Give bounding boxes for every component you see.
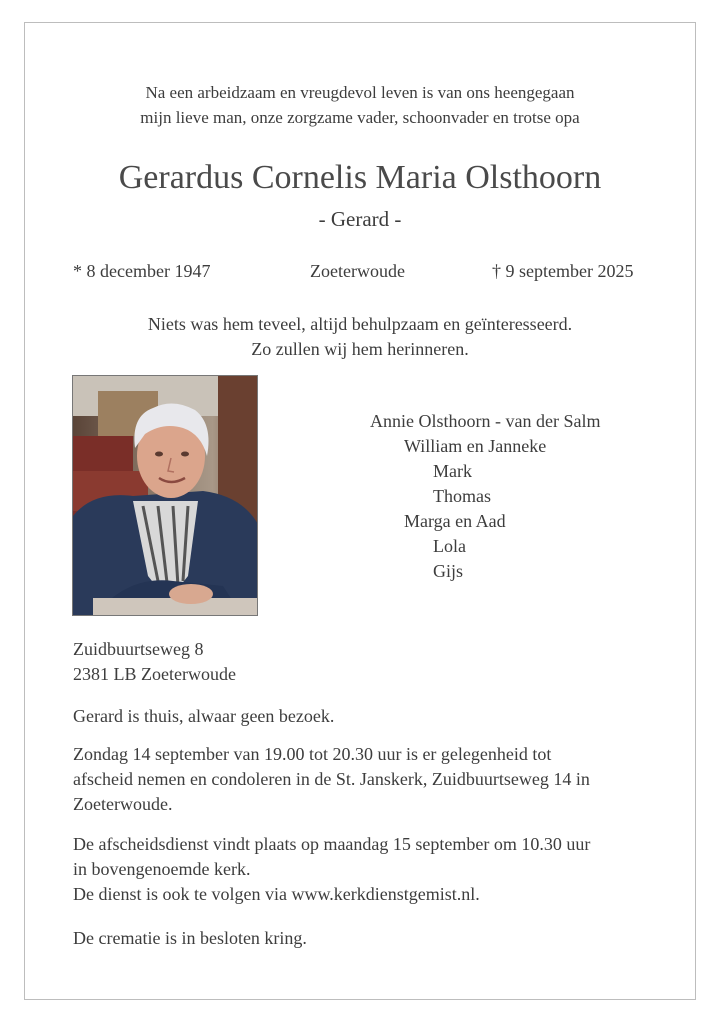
notice-line: De dienst is ook te volgen via www.kerkdienstgemist.nl. [73,884,480,904]
motto-line: Zo zullen wij hem herinneren. [251,339,469,359]
notice-farewell [73,742,673,817]
notice-line: Zoeterwoude. [73,794,173,814]
family-member: Mark [433,461,472,481]
notice-service [73,832,673,907]
notice-line: Zondag 14 september van 19.00 tot 20.30 uur is er gelegenheid tot [73,744,552,764]
notice-line: De afscheidsdienst vindt plaats op maandag 15 september om 10.30 uur [73,834,591,854]
family-member: Lola [433,536,466,556]
intro-line: Na een arbeidzaam en vreugdevol leven is van ons heengegaan [145,83,575,102]
nickname: - Gerard - [318,207,402,231]
family-member: Marga en Aad [404,511,506,531]
deceased-name: Gerardus Cornelis Maria Olsthoorn [118,159,602,196]
birth-date: * 8 december 1947 [73,261,211,281]
family-member: Thomas [433,486,491,506]
intro-line: mijn lieve man, onze zorgzame vader, schoonvader en trotse opa [140,108,580,127]
family-member: Annie Olsthoorn - van der Salm [370,411,601,431]
notice-cremation: De crematie is in besloten kring. [73,928,307,948]
intro-text [24,80,696,130]
address [73,637,673,687]
portrait-photo [72,375,258,616]
address-city: 2381 LB Zoeterwoude [73,664,236,684]
motto-line: Niets was hem teveel, altijd behulpzaam en geïnteresseerd. [147,314,573,334]
place: Zoeterwoude [310,261,405,281]
family-member: William en Janneke [404,436,547,456]
motto [24,312,696,362]
notice-line: in bovengenoemde kerk. [73,859,251,879]
death-date: † 9 september 2025 [492,261,634,281]
family-list [370,409,600,584]
notice-home: Gerard is thuis, alwaar geen bezoek. [73,706,335,726]
notice-line: afscheid nemen en condoleren in de St. Janskerk, Zuidbuurtseweg 14 in [73,769,590,789]
address-street: Zuidbuurtseweg 8 [73,639,204,659]
portrait-illustration [73,376,258,616]
family-member: Gijs [433,561,464,581]
